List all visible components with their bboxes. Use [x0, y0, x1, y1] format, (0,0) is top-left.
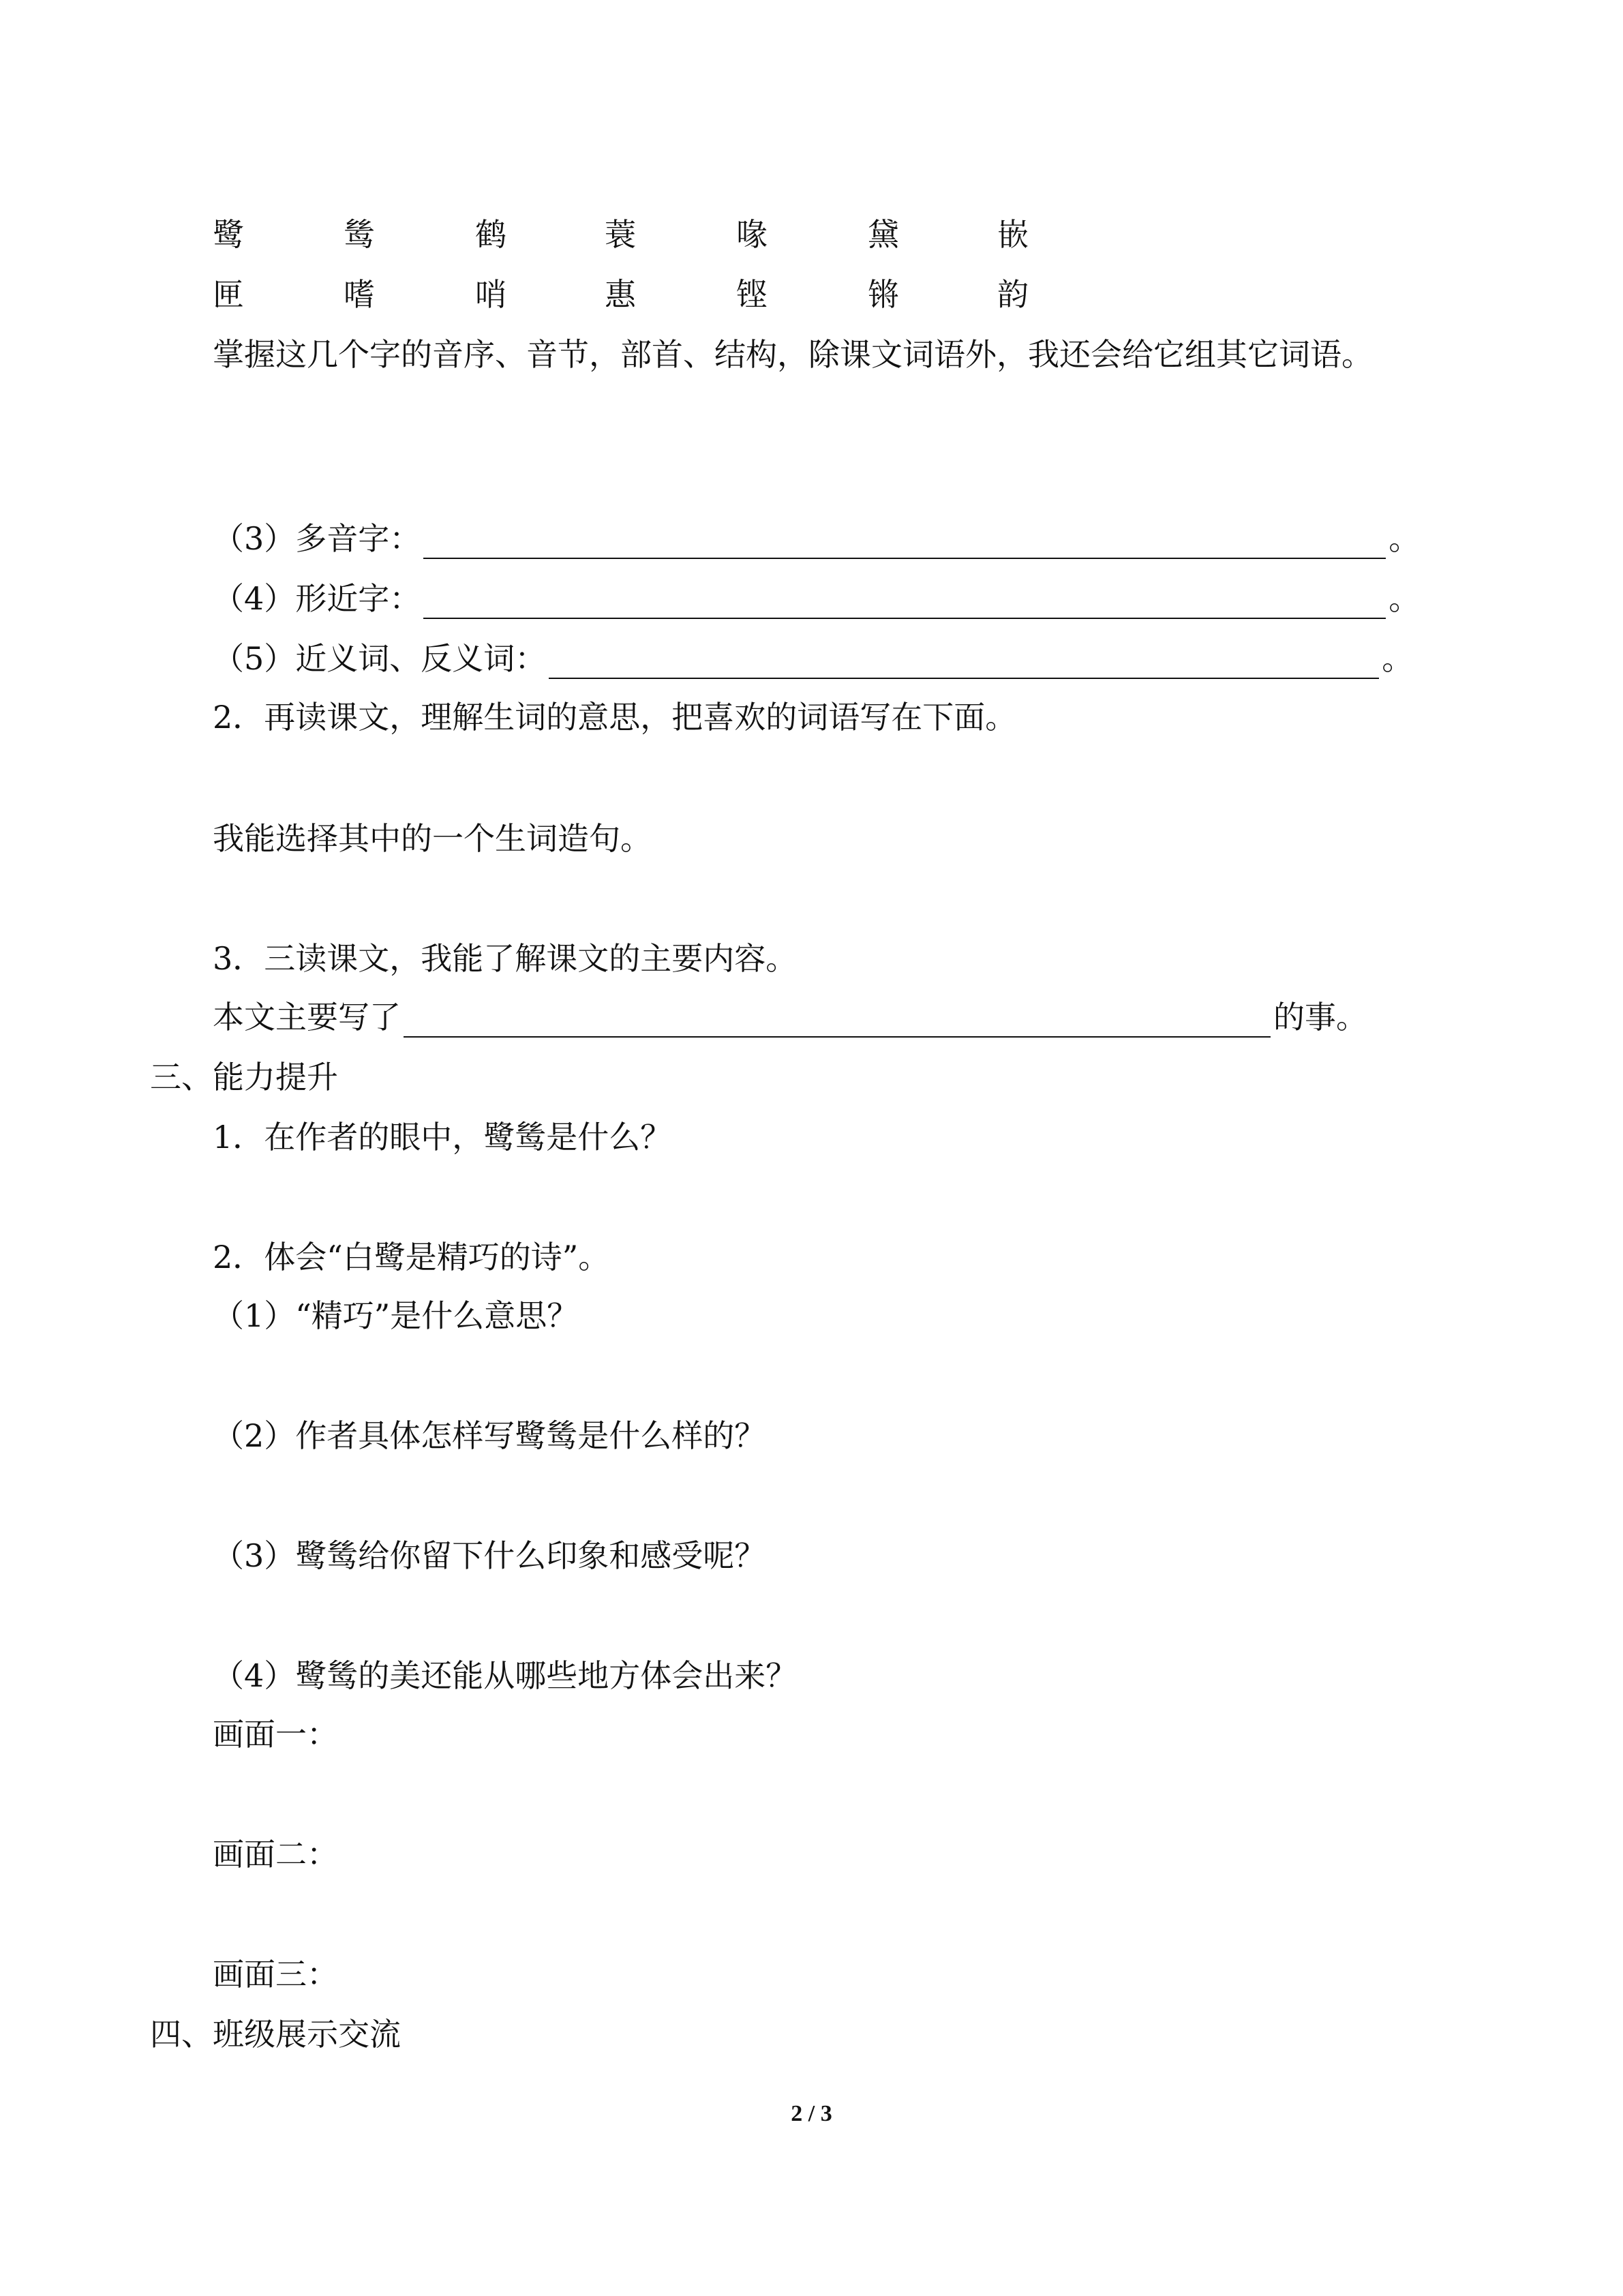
s3-question-2-3: （3）鹭鸶给你留下什么印象和感受呢？ [213, 1537, 766, 1574]
char: 铿 [736, 276, 768, 313]
item-3-suffix: 的事。 [1273, 999, 1367, 1036]
item-3: 3．三读课文，我能了解课文的主要内容。 [213, 940, 798, 977]
char: 鸶 [344, 216, 375, 253]
main-content-blank[interactable] [404, 1003, 1271, 1038]
char: 喙 [736, 216, 768, 253]
char: 鹤 [475, 216, 506, 253]
item-2: 2．再读课文，理解生词的意思，把喜欢的词语写在下面。 [213, 699, 1017, 736]
instruction-text: 掌握这几个字的音序、音节，部首、结构，除课文词语外，我还会给它组其它词语。 [213, 336, 1373, 373]
scene-1: 画面一： [213, 1716, 338, 1753]
s3-question-2-2: （2）作者具体怎样写鹭鸶是什么样的？ [213, 1417, 766, 1454]
section-3-heading: 三、能力提升 [150, 1059, 338, 1096]
char: 蓑 [605, 216, 636, 253]
s3-question-2: 2．体会“白鹭是精巧的诗”。 [213, 1239, 610, 1275]
q5-label: （5）近义词、反义词： [213, 640, 547, 677]
q5-synonyms [213, 638, 1413, 679]
char: 韵 [997, 276, 1029, 313]
char: 嗜 [344, 276, 375, 313]
char: 嵌 [997, 216, 1029, 253]
s3-question-2-4: （4）鹭鸶的美还能从哪些地方体会出来？ [213, 1657, 798, 1694]
q3-answer-blank[interactable] [423, 525, 1386, 559]
q4-label: （4）形近字： [213, 580, 421, 617]
period: 。 [1382, 640, 1414, 677]
scene-2: 画面二： [213, 1836, 338, 1873]
char: 锵 [868, 276, 899, 313]
q3-label: （3）多音字： [213, 520, 421, 557]
char: 惠 [605, 276, 636, 313]
period: 。 [1389, 580, 1421, 617]
item-3-fill [213, 997, 1367, 1038]
char: 哨 [475, 276, 506, 313]
item-2-sub: 我能选择其中的一个生词造句。 [213, 820, 652, 857]
item-3-prefix: 本文主要写了 [213, 999, 401, 1036]
char: 黛 [868, 216, 899, 253]
char: 鹭 [213, 216, 244, 253]
q4-answer-blank[interactable] [423, 585, 1386, 619]
s3-question-1: 1．在作者的眼中，鹭鸶是什么？ [213, 1119, 672, 1155]
q3-polyphonic [213, 518, 1420, 559]
scene-3: 画面三： [213, 1956, 338, 1993]
period: 。 [1389, 520, 1421, 557]
s3-question-2-1: （1）“精巧”是什么意思？ [213, 1297, 579, 1334]
page-number: 2 / 3 [791, 2101, 832, 2126]
q4-similar-chars [213, 578, 1420, 619]
section-4-heading: 四、班级展示交流 [150, 2016, 401, 2053]
q5-answer-blank[interactable] [549, 645, 1379, 679]
char: 匣 [213, 276, 244, 313]
